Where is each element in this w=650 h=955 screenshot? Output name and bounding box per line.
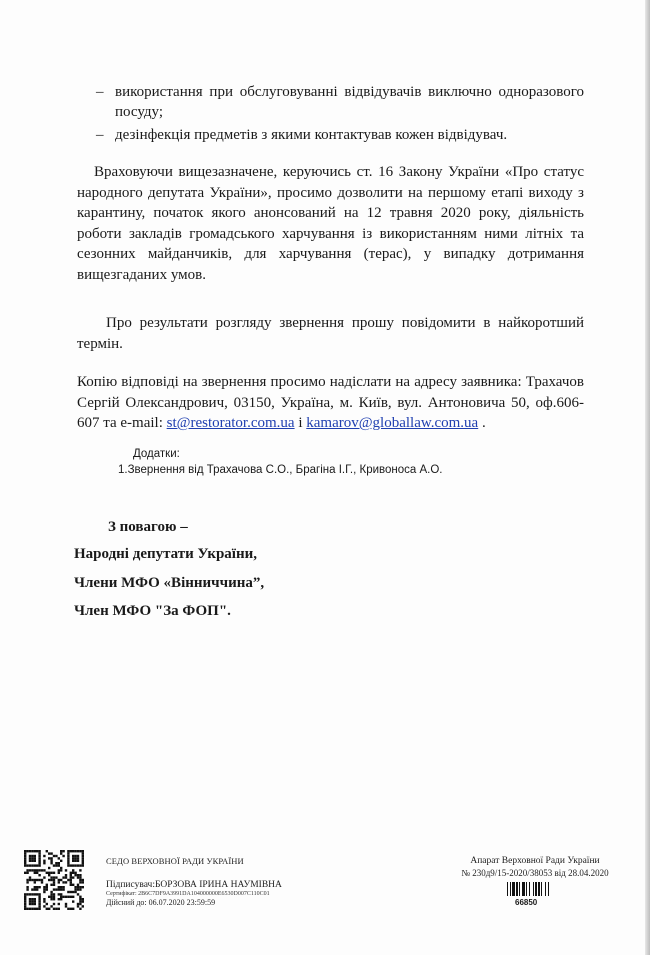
signature-line-deputies: Народні депутати України, bbox=[74, 546, 258, 562]
stamp-valid-until: Дійсний до: 06.07.2020 23:59:59 bbox=[106, 898, 216, 907]
stamp-signer: Підписувач:БОРЗОВА ІРИНА НАУМІВНА bbox=[106, 880, 282, 890]
regards-line: З повагою – bbox=[108, 519, 188, 535]
result-paragraph: Про результати розгляду звернення прошу повідомити в найкоротший термін. bbox=[77, 315, 584, 352]
registration-number: № 230д9/15-2020/38053 від 28.04.2020 bbox=[461, 868, 609, 878]
registration-org: Апарат Верховної Ради України bbox=[470, 856, 600, 866]
signature-line-vinnychchyna: Члени МФО «Вінниччина”, bbox=[74, 575, 265, 591]
bullet-text: використання при обслуговуванні відвідувачів виключно одноразового посуду; bbox=[115, 84, 584, 120]
reply-address-paragraph bbox=[77, 372, 584, 434]
list-item bbox=[96, 82, 584, 122]
email-link-restorator[interactable]: st@restorator.com.ua bbox=[166, 415, 295, 431]
conditions-list bbox=[96, 82, 584, 148]
request-paragraph: Враховуючи вищезазначене, керуючись ст. 16 Закону України «Про статус народного депутата України», просимо дозволити на першому етапі виходу з карантину, початок якого анонсований на 12 травня 2020 року, діяльність роботи закладів громадського харчування із використанням ними літніх та сезонних майданчиків, для харчування (терас), у випадку дотримання вищезгаданих умов. bbox=[77, 164, 584, 283]
bullet-text: дезінфекція предметів з якими контактував кожен відвідувач. bbox=[115, 127, 508, 143]
list-item bbox=[96, 125, 584, 145]
bullet-dash: – bbox=[96, 84, 104, 100]
stamp-certificate: Сертифікат: 2B6C7DF9A3991DA104000000E6530D007C110C01 bbox=[106, 891, 270, 897]
address-text: Копію відповіді на звернення просимо надіслати на адресу заявника: Трахачов Сергій Олександрович, 03150, Україна, м. Київ, вул. Антоновича 50, оф.606-607 та e-mail: bbox=[77, 374, 584, 431]
attachments-block bbox=[118, 446, 443, 478]
qr-code-icon bbox=[24, 850, 84, 910]
signature-line-zafop: Член МФО "За ФОП". bbox=[74, 603, 231, 619]
email-link-globallaw[interactable]: kamarov@globallaw.com.ua bbox=[306, 415, 479, 431]
attachments-title: Додатки: bbox=[133, 448, 180, 460]
electronic-signature-stamp bbox=[24, 850, 324, 910]
stamp-system: СЕДО ВЕРХОВНОЇ РАДИ УКРАЇНИ bbox=[106, 856, 244, 866]
attachment-item: 1.Звернення від Трахачова С.О., Брагіна І.Г., Кривоноса А.О. bbox=[118, 464, 443, 476]
sentence-end: . bbox=[478, 415, 486, 431]
page-edge-shadow bbox=[645, 0, 650, 955]
conjunction-text: і bbox=[294, 415, 307, 431]
stamp-text bbox=[106, 856, 326, 907]
registration-stamp bbox=[445, 856, 625, 907]
barcode-icon bbox=[507, 882, 562, 896]
barcode-number: 66850 bbox=[515, 898, 538, 907]
bullet-dash: – bbox=[96, 127, 104, 143]
